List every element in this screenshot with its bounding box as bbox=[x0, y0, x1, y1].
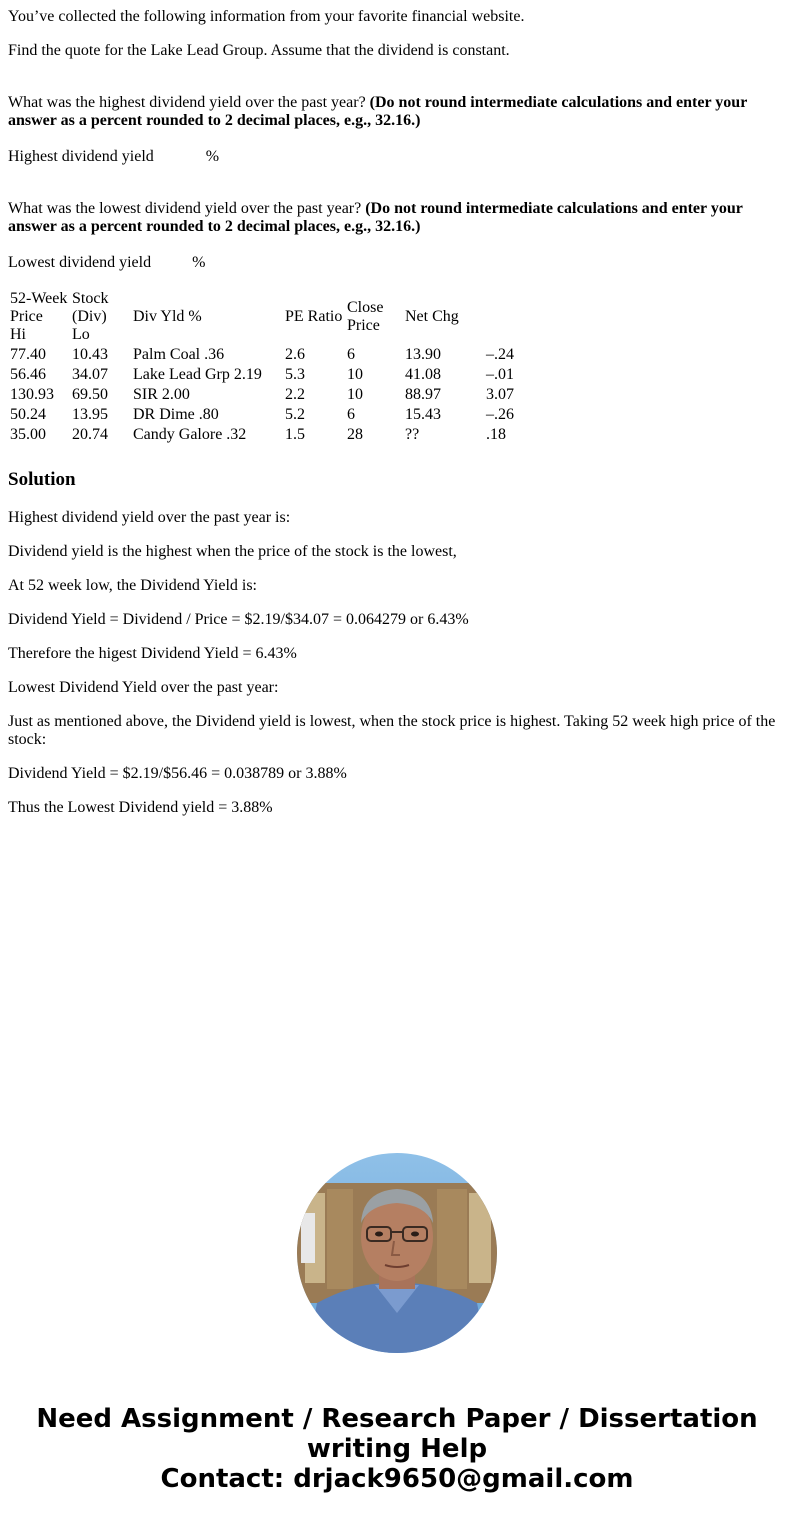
intro-line-2: Find the quote for the Lake Lead Group. Assume that the dividend is constant. bbox=[8, 42, 510, 59]
table-cell: –.26 bbox=[486, 406, 514, 423]
header-52-week-price-hi: 52-Week Price Hi bbox=[10, 290, 68, 343]
answer-row-1 bbox=[8, 148, 219, 166]
table-cell: 69.50 bbox=[72, 386, 108, 403]
solution-line: Dividend yield is the highest when the price of the stock is the lowest, bbox=[8, 543, 457, 560]
table-cell: 20.74 bbox=[72, 426, 108, 443]
table-cell: 1.5 bbox=[285, 426, 305, 443]
solution-line: Dividend Yield = Dividend / Price = $2.19/$34.07 = 0.064279 or 6.43% bbox=[8, 611, 469, 628]
table-cell: 34.07 bbox=[72, 366, 108, 383]
solution-line: Therefore the higest Dividend Yield = 6.43% bbox=[8, 645, 297, 662]
table-cell: 6 bbox=[347, 346, 355, 363]
table-cell: 13.95 bbox=[72, 406, 108, 423]
portrait-image bbox=[297, 1153, 497, 1353]
table-cell: 130.93 bbox=[10, 386, 54, 403]
table-cell: 6 bbox=[347, 406, 355, 423]
answer-1-label: Highest dividend yield bbox=[8, 148, 154, 165]
table-cell: 5.3 bbox=[285, 366, 305, 383]
table-cell: 10 bbox=[347, 366, 363, 383]
solution-line: At 52 week low, the Dividend Yield is: bbox=[8, 577, 257, 594]
table-row bbox=[10, 426, 526, 444]
table-cell: 35.00 bbox=[10, 426, 46, 443]
table-row bbox=[10, 366, 526, 384]
table-cell: 5.2 bbox=[285, 406, 305, 423]
header-pe-ratio: PE Ratio bbox=[285, 308, 343, 325]
solution-line: Highest dividend yield over the past year is: bbox=[8, 509, 291, 526]
header-close-price: Close Price bbox=[347, 299, 384, 334]
table-cell: –.01 bbox=[486, 366, 514, 383]
table-cell: ?? bbox=[405, 426, 420, 443]
table-cell: 2.6 bbox=[285, 346, 305, 363]
promo-banner bbox=[0, 1404, 794, 1494]
stock-quote-table bbox=[8, 288, 528, 446]
question-1 bbox=[8, 94, 778, 130]
answer-2-unit: % bbox=[192, 254, 206, 271]
table-row bbox=[10, 386, 526, 404]
table-cell: 77.40 bbox=[10, 346, 46, 363]
table-header bbox=[10, 290, 526, 344]
question-1-instruction: (Do not round intermediate calculations and enter your answer as a percent rounded to 2 decimal places, e.g., 32.16.) bbox=[8, 94, 748, 129]
header-net-chg: Net Chg bbox=[405, 308, 459, 325]
question-2 bbox=[8, 200, 778, 236]
author-avatar bbox=[297, 1153, 497, 1353]
header-div-yld: Div Yld % bbox=[133, 308, 202, 325]
table-row bbox=[10, 346, 526, 364]
promo-line-2: writing Help bbox=[306, 1434, 488, 1464]
header-stock-div-lo: Stock (Div) Lo bbox=[72, 290, 109, 343]
table-cell: .18 bbox=[486, 426, 506, 443]
table-cell: 15.43 bbox=[405, 406, 441, 423]
table-cell: 50.24 bbox=[10, 406, 46, 423]
table-cell: 10 bbox=[347, 386, 363, 403]
solution-line: Lowest Dividend Yield over the past year: bbox=[8, 679, 279, 696]
question-2-instruction: (Do not round intermediate calculations and enter your answer as a percent rounded to 2 decimal places, e.g., 32.16.) bbox=[8, 200, 743, 235]
table-cell: Lake Lead Grp 2.19 bbox=[133, 366, 262, 383]
table-row bbox=[10, 406, 526, 424]
table-cell: 56.46 bbox=[10, 366, 46, 383]
answer-2-label: Lowest dividend yield bbox=[8, 254, 152, 271]
header-blank bbox=[486, 290, 526, 344]
table-cell: 41.08 bbox=[405, 366, 441, 383]
table-cell: Palm Coal .36 bbox=[133, 346, 225, 363]
table-body bbox=[10, 346, 526, 444]
question-1-text: What was the highest dividend yield over the past year? bbox=[8, 94, 366, 111]
answer-row-2 bbox=[8, 254, 205, 272]
solution-line: Just as mentioned above, the Dividend yield is lowest, when the stock price is highest. Taking 52 week high price of the stock: bbox=[8, 713, 776, 748]
table-cell: SIR 2.00 bbox=[133, 386, 190, 403]
table-cell: 10.43 bbox=[72, 346, 108, 363]
table-cell: 3.07 bbox=[486, 386, 514, 403]
table-cell: –.24 bbox=[486, 346, 514, 363]
table-cell: DR Dime .80 bbox=[133, 406, 219, 423]
intro-line-1: You’ve collected the following information from your favorite financial website. bbox=[8, 8, 525, 25]
table-cell: 28 bbox=[347, 426, 363, 443]
solution-line: Dividend Yield = $2.19/$56.46 = 0.038789 or 3.88% bbox=[8, 765, 347, 782]
solution-line: Thus the Lowest Dividend yield = 3.88% bbox=[8, 799, 273, 816]
table-cell: Candy Galore .32 bbox=[133, 426, 247, 443]
table-cell: 88.97 bbox=[405, 386, 441, 403]
solution-heading: Solution bbox=[8, 469, 76, 490]
answer-1-unit: % bbox=[205, 148, 220, 165]
table-cell: 13.90 bbox=[405, 346, 441, 363]
table-cell: 2.2 bbox=[285, 386, 305, 403]
question-2-text: What was the lowest dividend yield over the past year? bbox=[8, 200, 362, 217]
promo-contact: Contact: drjack9650@gmail.com bbox=[160, 1464, 634, 1494]
promo-line-1: Need Assignment / Research Paper / Dissertation bbox=[36, 1404, 758, 1434]
